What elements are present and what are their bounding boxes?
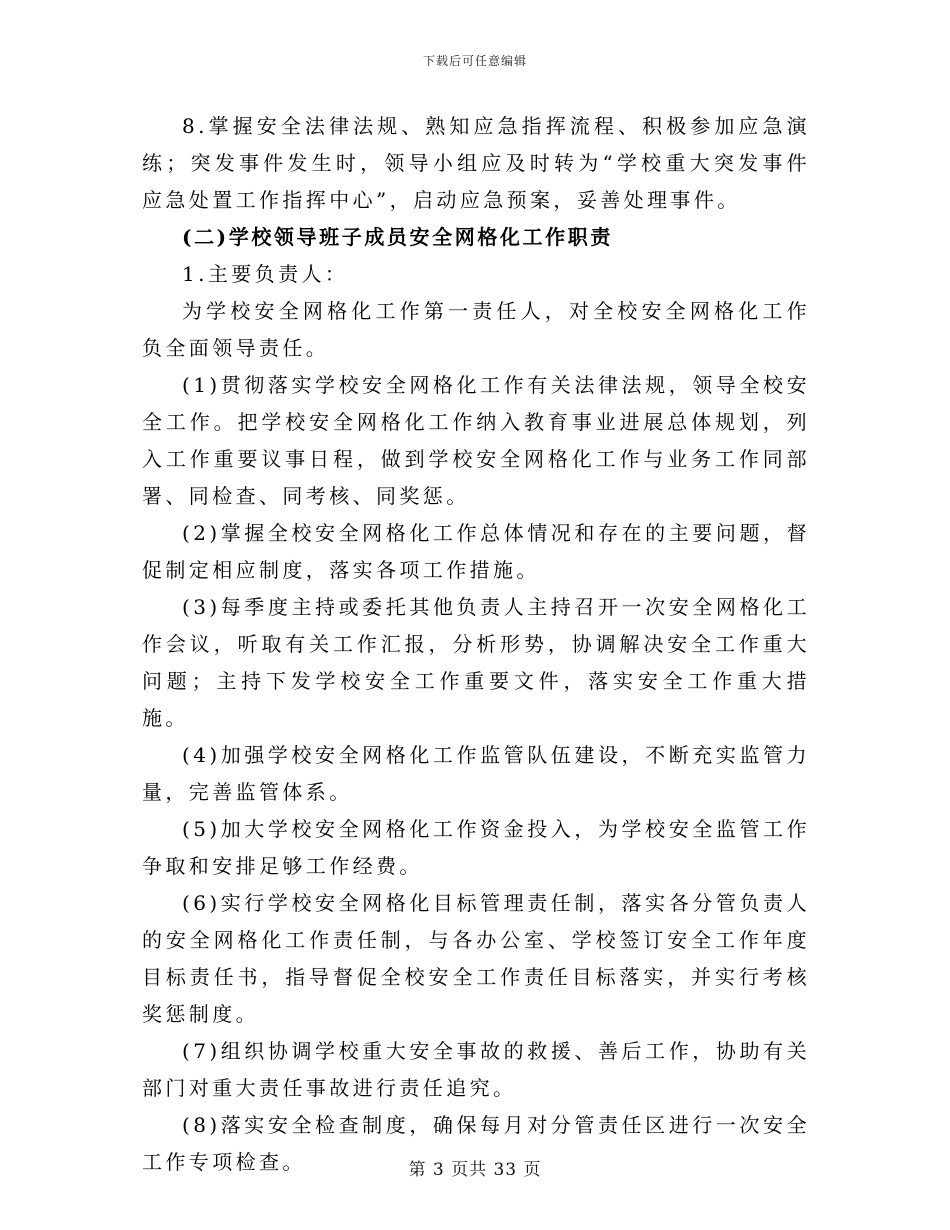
paragraph-duty-2: (2)掌握全校安全网格化工作总体情况和存在的主要问题，督促制定相应制度，落实各项工作措施。 (142, 521, 810, 582)
paragraph-duty-1: (1)贯彻落实学校安全网格化工作有关法律法规，领导全校安全工作。把学校安全网格化工作纳入教育事业进展总体规划，列入工作重要议事日程，做到学校安全网格化工作与业务工作同部署、同检查、同考核、同奖惩。 (142, 373, 810, 508)
paragraph-principal-role: 为学校安全网格化工作第一责任人，对全校安全网格化工作负全面领导责任。 (142, 299, 810, 360)
paragraph-duty-6: (6)实行学校安全网格化目标管理责任制，落实各分管负责人的安全网格化工作责任制，与各办公室、学校签订安全工作年度目标责任书，指导督促全校安全工作责任目标落实，并实行考核奖惩制度。 (142, 891, 810, 1026)
document-body (142, 108, 810, 1181)
paragraph-item-8: 8.掌握安全法律法规、熟知应急指挥流程、积极参加应急演练；突发事件发生时，领导小组应及时转为“学校重大突发事件应急处置工作指挥中心”，启动应急预案，妥善处理事件。 (142, 114, 810, 212)
paragraph-duty-3: (3)每季度主持或委托其他负责人主持召开一次安全网格化工作会议，听取有关工作汇报，分析形势，协调解决安全工作重大问题；主持下发学校安全工作重要文件，落实安全工作重大措施。 (142, 595, 810, 730)
sub-heading-principal: 1.主要负责人： (182, 262, 349, 286)
page-footer: 第 3 页共 33 页 (408, 1160, 542, 1180)
paragraph-duty-4: (4)加强学校安全网格化工作监管队伍建设，不断充实监管力量，完善监管体系。 (142, 743, 810, 804)
paragraph-duty-7: (7)组织协调学校重大安全事故的救援、善后工作，协助有关部门对重大责任事故进行责任追究。 (142, 1039, 810, 1100)
section-heading: (二)学校领导班子成员安全网格化工作职责 (182, 225, 613, 249)
paragraph-duty-8: (8)落实安全检查制度，确保每月对分管责任区进行一次安全工作专项检查。 (142, 1113, 810, 1174)
page-header: 下载后可任意编辑 (422, 54, 527, 68)
paragraph-duty-5: (5)加大学校安全网格化工作资金投入，为学校安全监管工作争取和安排足够工作经费。 (142, 817, 810, 878)
